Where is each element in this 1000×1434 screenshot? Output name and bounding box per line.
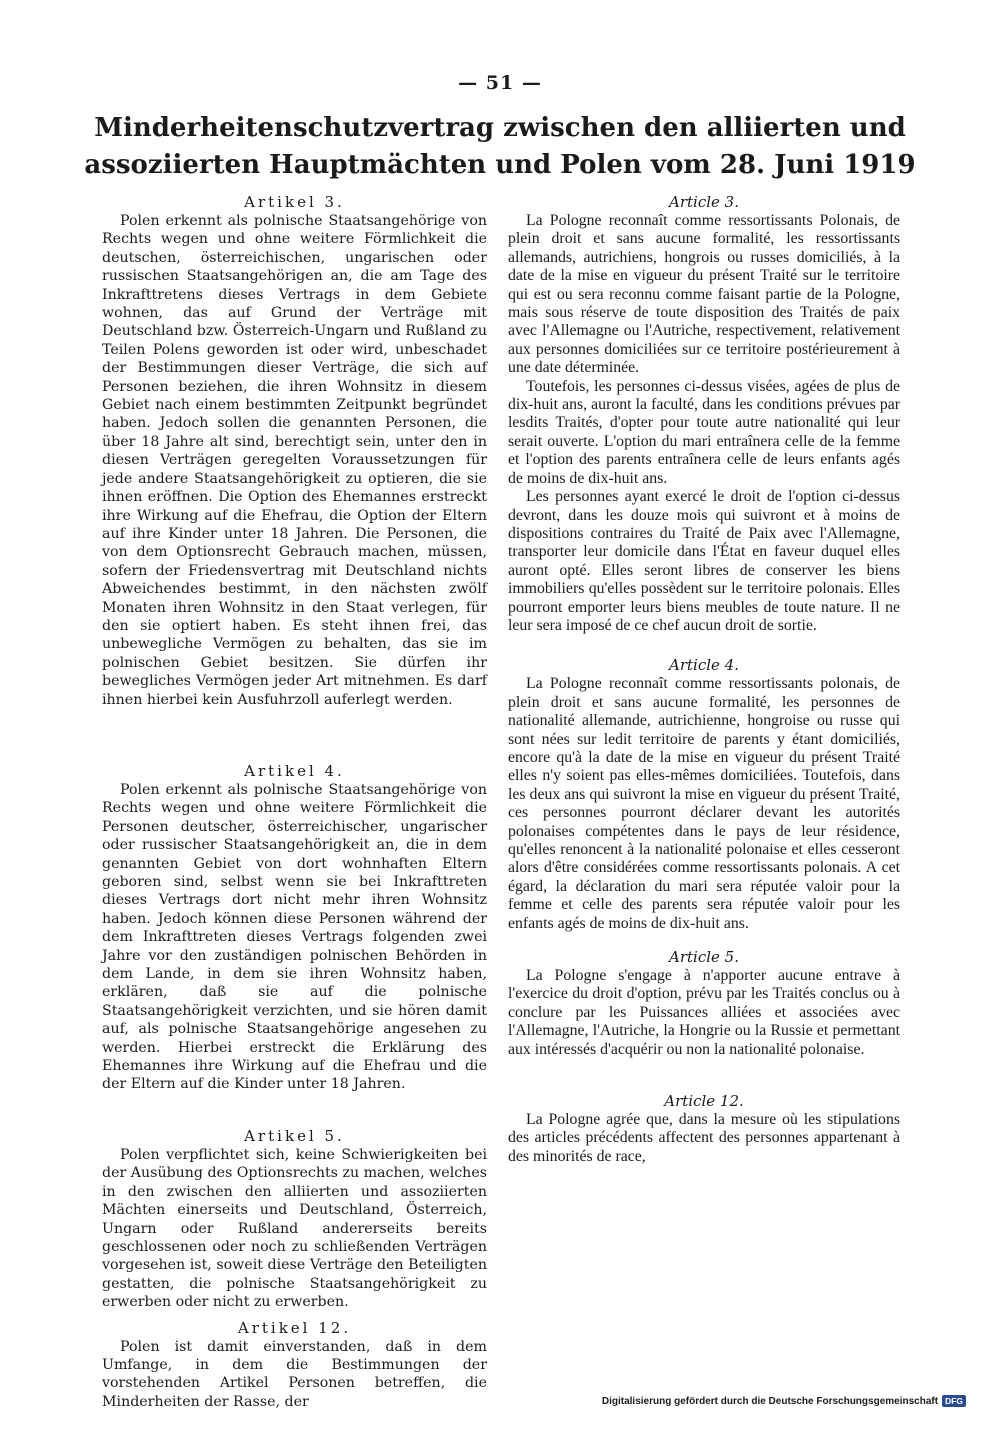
digitization-credit (602, 1395, 966, 1407)
french-article-5-heading: Article 5. (669, 948, 739, 967)
german-article-3-heading: Artikel 3. (244, 193, 345, 211)
credit-text: Digitalisierung gefördert durch die Deutsche Forschungsgemeinschaft (601, 1395, 939, 1407)
page-number: — 51 — (458, 72, 542, 94)
dfg-logo: DFG (942, 1395, 966, 1407)
german-article-3-text: Polen erkennt als polnische Staatsangehörige von Rechts wegen und ohne weitere Förmlichkeit die deutschen, österreichischen, ungarischen oder russischen Staatsangehörigen an, die am Tage des Inkrafttretens dieses Vertrags in dem Gebiete wohnen, das auf Grund der Verträge mit Deutschland bzw. Österreich-Ungarn und Rußland zu Teilen Polens geworden ist oder wird, unbeschadet der Bestimmungen dieser Verträge, die sich auf Personen beziehen, die ihren Wohnsitz in diesem Gebiet nach einem bestimmten Zeitpunkt begründet haben. Jedoch sollen die genannten Personen, die über 18 Jahre alt sind, berechtigt sein, unter den in diesen Verträgen geregelten Voraussetzungen für jede andere Staatsangehörigkeit zu optieren, die sie ihnen eröffnen. Die Option des Ehemannes erstreckt ihre Wirkung auf die Ehefrau, die Option der Eltern auf ihre Kinder unter 18 Jahren. Die Personen, die von dem Optionsrecht Gebrauch machen, müssen, sofern der Friedensvertrag mit Deutschland nichts Abweichendes bestimmt, in den nächsten zwölf Monaten ihren Wohnsitz in den Staat verlegen, für den sie optiert haben. Es steht ihnen frei, das unbewegliche Vermögen zu behalten, das sie im polnischen Gebiet besitzen. Sie dürfen ihr bewegliches Vermögen jeder Art mitnehmen. Es darf ihnen hierbei kein Ausfuhrzoll auferlegt werden. (102, 213, 487, 708)
french-article-5-text: La Pologne s'engage à n'apporter aucune entrave à l'exercice du droit d'option, prévu par les Traités conclus ou à conclure par les Puissances alliées et associées avec l'Allemagne, l'Autriche, la Hongrie ou la Russie et permettant aux intéressés d'acquérir ou non la nationalité polonaise. (508, 967, 900, 1058)
french-article-3-heading: Article 3. (669, 193, 739, 211)
french-article-3-text-1: La Pologne reconnaît comme ressortissants Polonais, de plein droit et sans aucune formalité, les ressortissants allemands, autrichiens, hongrois ou russes domiciliés, à la date de la mise en vigueur du présent Traité sur le territoire qui est ou sera reconnu comme faisant partie de la Pologne, mais sous réserve de toute disposition des Traités de paix avec l'Allemagne ou l'Autriche, respectivement, relativement aux personnes domiciliées sur ce territoire postérieurement à une date déterminée. (508, 212, 900, 377)
document-title: Minderheitenschutzvertrag zwischen den alliierten und assoziierten Hauptmächten und Polen vom 28. Juni 1919 (84, 113, 916, 180)
french-column (508, 192, 900, 1166)
french-article-12-text: La Pologne agrée que, dans la mesure où les stipulations des articles précédents affectent des personnes appartenant à des minorités de race, (508, 1111, 900, 1165)
french-article-3-text-2: Toutefois, les personnes ci-dessus visées, agées de plus de dix-huit ans, auront la faculté, dans les conditions prévues par lesdits Traités, d'opter pour toute autre nationalité qui leur serait ouverte. L'option du mari entraînera celle de la femme et l'option des parents entraînera celle de leurs enfants agés de moins de dix-huit ans. (508, 377, 900, 487)
french-article-4-text: La Pologne reconnaît comme ressortissants polonais, de plein droit et sans aucune formalité, les personnes de nationalité allemande, autrichienne, hongroise ou russe qui sont nées sur ledit territoire de parents y étant domiciliés, encore qu'à la date de la mise en vigueur du présent Traité elles n'y soient pas elles-mêmes domiciliées. Toutefois, dans les deux ans qui suivront la mise en vigueur du présent Traité, ces personnes pourront déclarer devant les autorités polonaises compétentes dans le pays de leur résidence, qu'elles renoncent à la nationalité polonaise et elles cesseront alors d'être considérées comme ressortissants polonais. A cet égard, la déclaration du mari sera réputée valoir pour la femme et celle des parents sera réputée valoir pour les enfants agés de moins de dix-huit ans. (508, 675, 900, 932)
french-article-4-heading: Article 4. (669, 656, 739, 675)
german-column (102, 192, 487, 1411)
french-article-12-heading: Article 12. (664, 1092, 744, 1111)
german-article-5-heading: Artikel 5. (244, 1126, 345, 1145)
german-article-4-text: Polen erkennt als polnische Staatsangehörige von Rechts wegen und ohne weitere Förmlichkeit die Personen deutscher, österreichischer, ungarischer oder russischer Staatsangehörigkeit an, die in dem genannten Gebiet von dort wohnhaften Eltern geboren sind, selbst wenn sie bei Inkrafttreten dieses Vertrags dort nicht mehr ihren Wohnsitz haben. Jedoch können diese Personen während der dem Inkrafttreten dieses Vertrags folgenden zwei Jahre vor den zuständigen polnischen Behörden in dem Lande, in dem sie ihren Wohnsitz haben, erklären, daß sie auf die polnische Staatsangehörigkeit verzichten, und sie hören damit auf, als polnische Staatsangehörige angesehen zu werden. Hierbei erstreckt die Erklärung des Ehemannes ihre Wirkung auf die Ehefrau und die der Eltern auf die Kinder unter 18 Jahren. (102, 781, 487, 1093)
french-article-3-text-3: Les personnes ayant exercé le droit de l'option ci-dessus devront, dans les douze mois qui suivront et à moins de dispositions contraires du Traité de Paix avec l'Allemagne, transporter leur domicile dans l'État en faveur duquel elles auront opté. Elles seront libres de conserver les biens immobiliers qu'elles possèdent sur le territoire polonais. Elles pourront emporter leurs biens meubles de toute nature. Il ne leur sera imposé de ce chef aucun droit de sortie. (508, 488, 900, 634)
german-article-4-heading: Artikel 4. (244, 761, 345, 780)
german-article-5-text: Polen verpflichtet sich, keine Schwierigkeiten bei der Ausübung des Optionsrechts zu machen, welches in den zwischen den alliierten und assoziierten Mächten einerseits und Deutschland, Österreich, Ungarn oder Rußland andererseits bereits geschlossenen oder noch zu schließenden Verträgen vorgesehen ist, soweit diese Verträge den Beteiligten gestatten, die polnische Staatsangehörigkeit zu erwerben oder nicht zu erwerben. (102, 1146, 487, 1311)
german-article-12-text: Polen ist damit einverstanden, daß in dem Umfange, in dem die Bestimmungen der vorstehenden Artikel Personen betreffen, die Minderheiten der Rasse, der (102, 1338, 487, 1410)
german-article-12-heading: Artikel 12. (237, 1318, 352, 1337)
